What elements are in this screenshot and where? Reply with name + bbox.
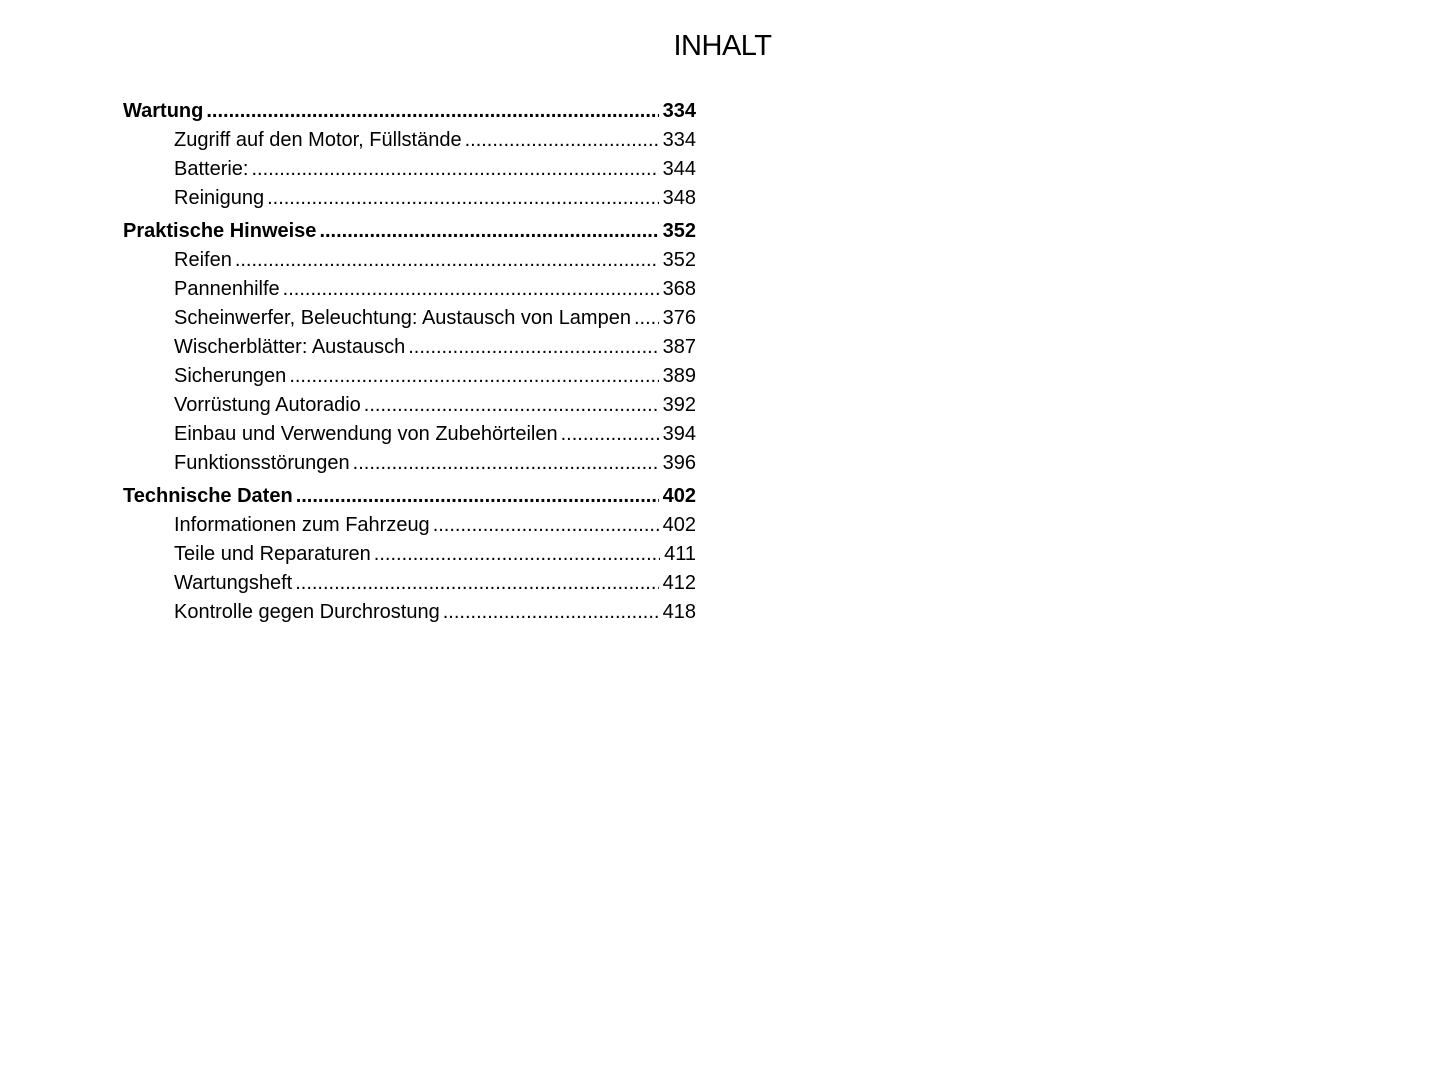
dot-leader bbox=[561, 420, 659, 449]
toc-item[interactable] bbox=[123, 391, 696, 420]
toc-item-label: Funktionsstörungen bbox=[174, 452, 350, 474]
toc-item-label: Wischerblätter: Austausch bbox=[174, 336, 406, 358]
toc-page-number: 376 bbox=[662, 307, 696, 329]
toc-page-number: 389 bbox=[662, 365, 696, 387]
toc-page-number: 387 bbox=[662, 336, 696, 358]
toc-item[interactable] bbox=[123, 184, 696, 213]
toc-page-number: 334 bbox=[662, 129, 696, 151]
toc-item[interactable] bbox=[123, 511, 696, 540]
toc-item-label: Wartungsheft bbox=[174, 572, 293, 594]
toc-heading-label: Technische Daten bbox=[123, 485, 293, 507]
toc-page-number: 352 bbox=[662, 220, 696, 242]
toc-page-number: 348 bbox=[662, 187, 696, 209]
dot-leader bbox=[319, 217, 658, 246]
dot-leader bbox=[374, 540, 660, 569]
toc-item-label: Vorrüstung Autoradio bbox=[174, 394, 361, 416]
dot-leader bbox=[251, 155, 658, 184]
dot-leader bbox=[289, 362, 658, 391]
toc-page-number: 411 bbox=[664, 543, 696, 565]
toc-item[interactable] bbox=[123, 275, 696, 304]
toc-item-label: Informationen zum Fahrzeug bbox=[174, 514, 430, 536]
table-of-contents bbox=[123, 97, 696, 631]
toc-page-number: 394 bbox=[662, 423, 696, 445]
toc-page-number: 344 bbox=[662, 158, 696, 180]
toc-item[interactable] bbox=[123, 540, 696, 569]
dot-leader bbox=[267, 184, 659, 213]
dot-leader bbox=[295, 569, 658, 598]
dot-leader bbox=[465, 126, 659, 155]
toc-page-number: 396 bbox=[662, 452, 696, 474]
dot-leader bbox=[364, 391, 659, 420]
dot-leader bbox=[235, 246, 659, 275]
toc-page-number: 352 bbox=[662, 249, 696, 271]
dot-leader bbox=[443, 598, 659, 627]
toc-item-label: Reifen bbox=[174, 249, 232, 271]
toc-heading-label: Praktische Hinweise bbox=[123, 220, 317, 242]
toc-item[interactable] bbox=[123, 126, 696, 155]
toc-heading-label: Wartung bbox=[123, 100, 204, 122]
toc-heading-wartung[interactable] bbox=[123, 97, 696, 126]
toc-item[interactable] bbox=[123, 362, 696, 391]
page-title: INHALT bbox=[673, 30, 772, 62]
toc-item-label: Scheinwerfer, Beleuchtung: Austausch von Lampen bbox=[174, 307, 631, 329]
toc-item-label: Einbau und Verwendung von Zubehörteilen bbox=[174, 423, 558, 445]
dot-leader bbox=[206, 97, 658, 126]
toc-page-number: 402 bbox=[662, 485, 696, 507]
dot-leader bbox=[634, 304, 659, 333]
toc-heading-praktische-hinweise[interactable] bbox=[123, 217, 696, 246]
toc-item[interactable] bbox=[123, 155, 696, 184]
toc-section-praktische-hinweise bbox=[123, 217, 696, 478]
toc-page-number: 418 bbox=[662, 601, 696, 623]
toc-item[interactable] bbox=[123, 569, 696, 598]
toc-item[interactable] bbox=[123, 333, 696, 362]
toc-item[interactable] bbox=[123, 449, 696, 478]
dot-leader bbox=[353, 449, 659, 478]
dot-leader bbox=[283, 275, 659, 304]
toc-page-number: 334 bbox=[662, 100, 696, 122]
toc-section-technische-daten bbox=[123, 482, 696, 627]
toc-item-label: Sicherungen bbox=[174, 365, 287, 387]
toc-item[interactable] bbox=[123, 598, 696, 627]
toc-heading-technische-daten[interactable] bbox=[123, 482, 696, 511]
toc-item-label: Zugriff auf den Motor, Füllstände bbox=[174, 129, 462, 151]
toc-item-label: Reinigung bbox=[174, 187, 265, 209]
toc-page-number: 392 bbox=[662, 394, 696, 416]
toc-item-label: Batterie: bbox=[174, 158, 249, 180]
toc-page-number: 412 bbox=[662, 572, 696, 594]
dot-leader bbox=[408, 333, 658, 362]
toc-item[interactable] bbox=[123, 246, 696, 275]
toc-item[interactable] bbox=[123, 420, 696, 449]
toc-item-label: Pannenhilfe bbox=[174, 278, 280, 300]
toc-page-number: 368 bbox=[662, 278, 696, 300]
toc-section-wartung bbox=[123, 97, 696, 213]
toc-item-label: Teile und Reparaturen bbox=[174, 543, 371, 565]
toc-item[interactable] bbox=[123, 304, 696, 333]
toc-item-label: Kontrolle gegen Durchrostung bbox=[174, 601, 440, 623]
dot-leader bbox=[433, 511, 659, 540]
dot-leader bbox=[296, 482, 659, 511]
toc-page-number: 402 bbox=[662, 514, 696, 536]
